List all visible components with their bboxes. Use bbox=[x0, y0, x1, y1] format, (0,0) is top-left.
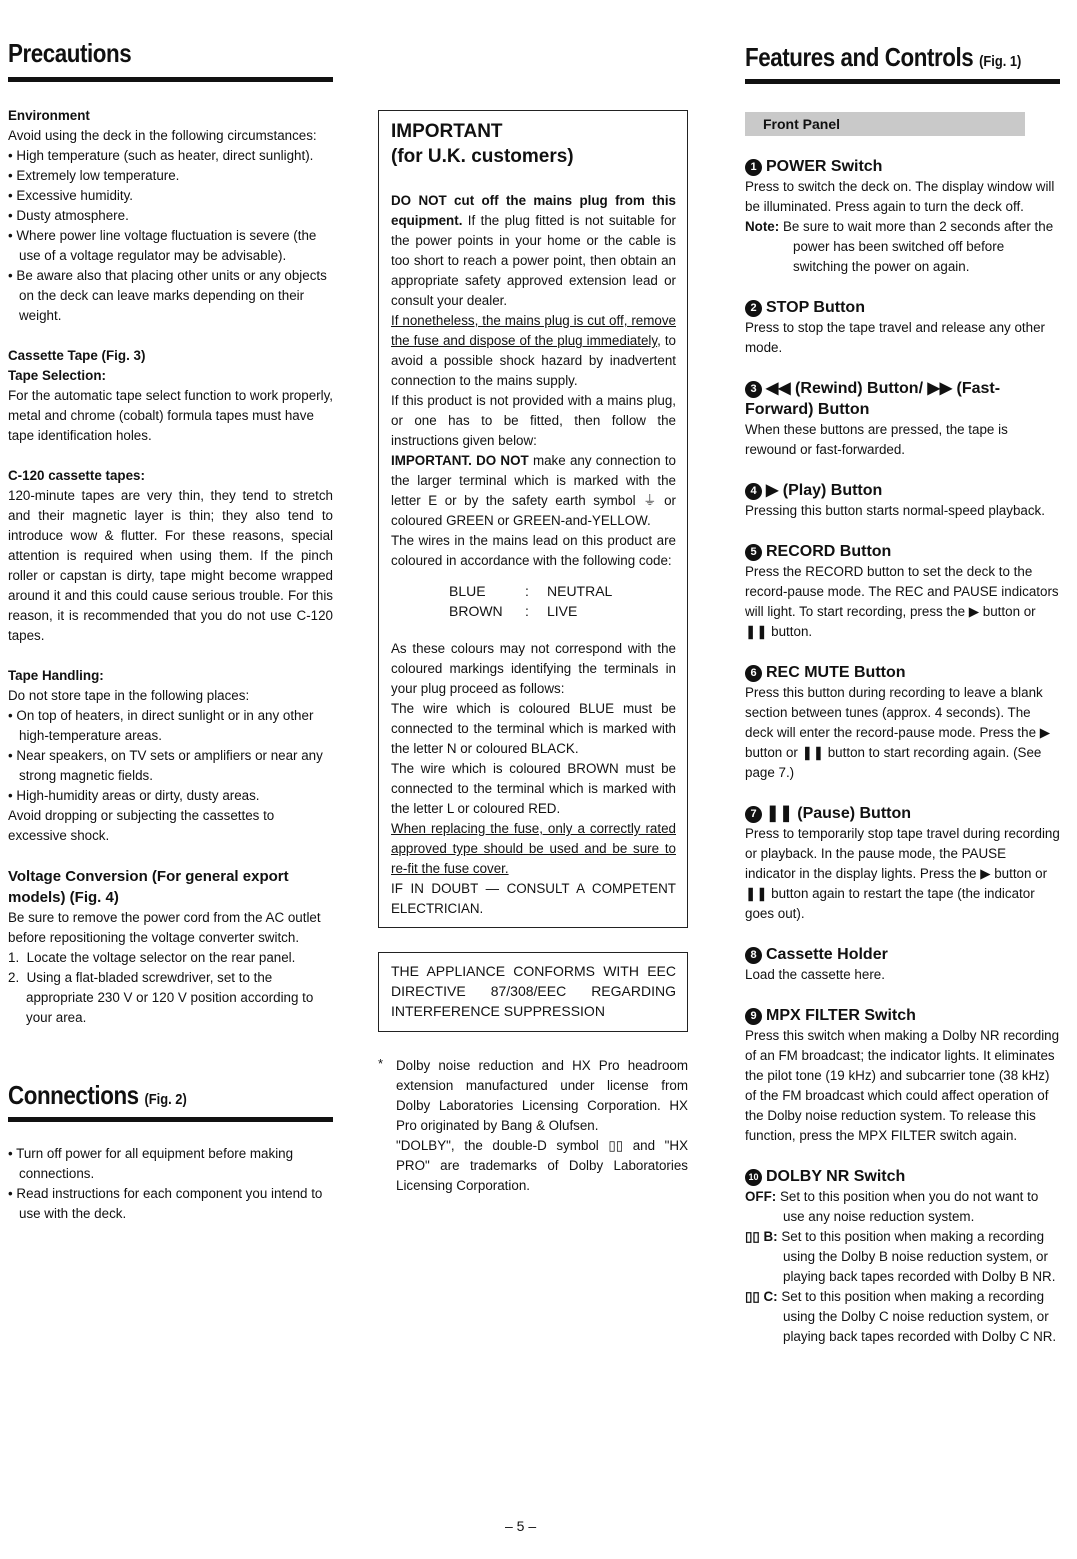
mains-plug-paragraph: DO NOT cut off the mains plug from this equipment. If the plug fitted is not suitable for the power points in your home or the cable is too short to reach a power point, then obtain an appropriate safety approved extension lead or consult your dealer. bbox=[391, 193, 676, 308]
uk-notice-column bbox=[378, 0, 688, 1196]
control-description: Press this button during recording to leave a blank section between tunes (approx. 4 seconds). The deck will enter the record-pause mode. Press the ▶ button or ❚❚ button to start recording again. (See page 7.) bbox=[745, 685, 1051, 780]
dolby-option: OFF: Set to this position when you do not want to use any noise reduction system. bbox=[745, 1189, 1039, 1224]
control-item bbox=[745, 1166, 1060, 1347]
control-item bbox=[745, 662, 1060, 783]
control-description: Press the RECORD button to set the deck to the record-pause mode. The REC and PAUSE indicators will light. To start recording, press the ▶ button or ❚❚ button. bbox=[745, 564, 1059, 639]
doubt-paragraph: IF IN DOUBT — CONSULT A COMPETENT ELECTRICIAN. bbox=[391, 881, 676, 916]
control-name: POWER Switch bbox=[766, 158, 883, 175]
number-badge: 8 bbox=[745, 947, 762, 964]
important-uk-box bbox=[378, 110, 688, 928]
c120-text: 120-minute tapes are very thin, they tend to stretch and their magnetic layer is thin; they also tend to introduce wow & flutter. For these reasons, special attention is required when using them. If the pinch roller or capstan is dirty, tape might become wrapped around it and this could cause serious trouble. For this reason, it is recommended that you do not use C-120 tapes. bbox=[8, 488, 333, 643]
list-item: • Be aware also that placing other units or any objects on the deck can leave marks depending on their weight. bbox=[8, 268, 327, 323]
fuse-paragraph: When replacing the fuse, only a correctly rated approved type should be used and be sure to re-fit the fuse cover. bbox=[391, 821, 676, 876]
control-name: ❚❚ (Pause) Button bbox=[766, 805, 912, 822]
tape-selection-text: For the automatic tape select function to work properly, metal and chrome (cobalt) formula tapes must have tape identification holes. bbox=[8, 388, 334, 443]
control-description: Press this switch when making a Dolby NR recording of an FM broadcast; the indicator lights. It eliminates the pilot tone (19 kHz) and subcarrier tone (38 kHz) of the FM broadcast which could affect operation of the Dolby noise reduction system. To release this function, press the MPX FILTER switch again. bbox=[745, 1028, 1060, 1143]
dolby-trademark-text: "DOLBY", the double-D symbol ▯▯ and "HX PRO" are trademarks of Dolby Laboratories Licensing Corporation. bbox=[396, 1138, 688, 1193]
control-description: Pressing this button starts normal-speed playback. bbox=[745, 503, 1045, 518]
precautions-title: Precautions bbox=[8, 38, 132, 68]
control-note: Note: Be sure to wait more than 2 seconds after the power has been switched off before switching the power on again. bbox=[745, 219, 1054, 274]
dolby-footnote: * Dolby noise reduction and HX Pro headroom extension manufactured under license from Dolby Laboratories Licensing Corporation. HX Pro originated by Bang & Olufsen. "DOLBY", the double-D symbol ▯▯ and "HX PRO" are trademarks of Dolby Laboratories Licensing Corporation. bbox=[378, 1056, 688, 1196]
features-column bbox=[745, 0, 1060, 1347]
control-name: RECORD Button bbox=[766, 543, 892, 560]
control-item bbox=[745, 1005, 1060, 1146]
control-description: When these buttons are pressed, the tape is rewound or fast-forwarded. bbox=[745, 422, 1008, 457]
list-item: • Near speakers, on TV sets or amplifiers or near any strong magnetic fields. bbox=[8, 748, 323, 783]
wire-color-code bbox=[449, 581, 676, 621]
c120-heading: C-120 cassette tapes: bbox=[8, 468, 145, 483]
list-item: • High-humidity areas or dirty, dusty areas. bbox=[8, 788, 260, 803]
control-name: ▶ (Play) Button bbox=[766, 482, 883, 499]
control-description: Press to switch the deck on. The display window will be illuminated. Press again to turn the deck off. bbox=[745, 179, 1055, 214]
control-item bbox=[745, 944, 1060, 985]
list-item: • On top of heaters, in direct sunlight or in any other high-temperature areas. bbox=[8, 708, 314, 743]
number-badge: 9 bbox=[745, 1008, 762, 1025]
wire-code-row: BLUE : NEUTRAL bbox=[449, 583, 613, 599]
blue-wire-paragraph: The wire which is coloured BLUE must be connected to the terminal which is marked with the letter N or coloured BLACK. bbox=[391, 701, 676, 756]
number-badge: 6 bbox=[745, 665, 762, 682]
cut-off-paragraph: If nonetheless, the mains plug is cut off, remove the fuse and dispose of the plug immediately, to avoid a possible shock hazard by inadvertent connection to the mains supply. bbox=[391, 313, 676, 388]
precautions-column bbox=[8, 0, 333, 1224]
list-item: • Where power line voltage fluctuation is severe (the use of a voltage regulator may be advisable). bbox=[8, 228, 317, 263]
number-badge: 3 bbox=[745, 381, 762, 398]
control-item bbox=[745, 803, 1060, 924]
control-item bbox=[745, 378, 1060, 460]
voltage-text: Be sure to remove the power cord from the AC outlet before repositioning the voltage converter switch. bbox=[8, 910, 321, 945]
number-badge: 5 bbox=[745, 544, 762, 561]
dolby-license-text: Dolby noise reduction and HX Pro headroom extension manufactured under license from Dolby Laboratories Licensing Corporation. HX Pro originated by Bang & Olufsen. bbox=[396, 1058, 688, 1133]
number-badge: 7 bbox=[745, 806, 762, 823]
list-item: • Dusty atmosphere. bbox=[8, 208, 129, 223]
control-name: STOP Button bbox=[766, 299, 865, 316]
number-badge: 10 bbox=[745, 1169, 762, 1186]
earth-paragraph: IMPORTANT. DO NOT make any connection to the larger terminal which is marked with the letter E or by the safety earth symbol ⏚ or coloured GREEN or GREEN-and-YELLOW. bbox=[391, 453, 677, 528]
important-subtitle: (for U.K. customers) bbox=[391, 146, 574, 167]
number-badge: 1 bbox=[745, 159, 762, 176]
tape-handling-intro: Do not store tape in the following places: bbox=[8, 688, 250, 703]
tape-selection-heading: Tape Selection: bbox=[8, 368, 106, 383]
list-item: • Read instructions for each component you intend to use with the deck. bbox=[8, 1186, 323, 1221]
control-description: Press to temporarily stop tape travel during recording or playback. In the pause mode, the PAUSE indicator in the display lights. Press the ▶ button or ❚❚ button again to restart the tape (the indicator goes out). bbox=[745, 826, 1060, 921]
list-item: • Turn off power for all equipment before making connections. bbox=[8, 1146, 294, 1181]
environment-intro: Avoid using the deck in the following circumstances: bbox=[8, 128, 317, 143]
control-name: Cassette Holder bbox=[766, 946, 888, 963]
control-item bbox=[745, 156, 1060, 277]
brown-wire-paragraph: The wire which is coloured BROWN must be connected to the terminal which is marked with the letter L or coloured RED. bbox=[391, 761, 676, 816]
dolby-option: ▯▯ B: Set to this position when making a recording using the Dolby B noise reduction system, or playing back tapes recorded with Dolby B NR. bbox=[745, 1229, 1056, 1284]
list-item: • Excessive humidity. bbox=[8, 188, 134, 203]
control-name: ◀◀ (Rewind) Button/ ▶▶ (Fast-Forward) Button bbox=[745, 380, 1001, 418]
connections-title: Connections (Fig. 2) bbox=[8, 1080, 187, 1110]
control-description: Load the cassette here. bbox=[745, 967, 885, 982]
number-badge: 2 bbox=[745, 300, 762, 317]
features-title: Features and Controls (Fig. 1) bbox=[745, 42, 1022, 72]
environment-heading: Environment bbox=[8, 108, 90, 123]
front-panel-banner: Front Panel bbox=[745, 112, 1025, 136]
control-name: DOLBY NR Switch bbox=[766, 1168, 906, 1185]
cassette-heading: Cassette Tape (Fig. 3) bbox=[8, 348, 146, 363]
control-name: MPX FILTER Switch bbox=[766, 1007, 916, 1024]
tape-handling-heading: Tape Handling: bbox=[8, 668, 104, 683]
important-title: IMPORTANT bbox=[391, 121, 503, 142]
wire-code-row: BROWN : LIVE bbox=[449, 603, 578, 619]
control-item bbox=[745, 541, 1060, 642]
control-item bbox=[745, 480, 1060, 521]
page-number: – 5 – bbox=[505, 1518, 537, 1534]
control-name: REC MUTE Button bbox=[766, 664, 906, 681]
environment-list bbox=[8, 146, 333, 326]
eec-box bbox=[378, 952, 688, 1032]
number-badge: 4 bbox=[745, 483, 762, 500]
control-item bbox=[745, 297, 1060, 358]
tape-handling-outro: Avoid dropping or subjecting the cassettes to excessive shock. bbox=[8, 808, 275, 843]
list-item: • High temperature (such as heater, direct sunlight). bbox=[8, 148, 314, 163]
voltage-heading: Voltage Conversion (For general export models) (Fig. 4) bbox=[8, 868, 289, 906]
eec-text: THE APPLIANCE CONFORMS WITH EEC DIRECTIVE 87/308/EEC REGARDING INTERFERENCE SUPPRESSION bbox=[391, 963, 676, 1019]
control-description: Press to stop the tape travel and release any other mode. bbox=[745, 320, 1045, 355]
fitting-paragraph: If this product is not provided with a mains plug, or one has to be fitted, then follow the instructions given below: bbox=[391, 393, 676, 448]
wire-code-paragraph: The wires in the mains lead on this product are coloured in accordance with the following code: bbox=[391, 533, 676, 568]
dolby-option: ▯▯ C: Set to this position when making a recording using the Dolby C noise reduction system, or playing back tapes recorded with Dolby C NR. bbox=[745, 1289, 1057, 1344]
voltage-step: 1. Locate the voltage selector on the rear panel. bbox=[8, 950, 296, 965]
colours-paragraph: As these colours may not correspond with the coloured markings identifying the terminals in your plug proceed as follows: bbox=[391, 641, 676, 696]
list-item: • Extremely low temperature. bbox=[8, 168, 180, 183]
voltage-step: 2. Using a flat-bladed screwdriver, set to the appropriate 230 V or 120 V position according to your area. bbox=[8, 970, 314, 1025]
